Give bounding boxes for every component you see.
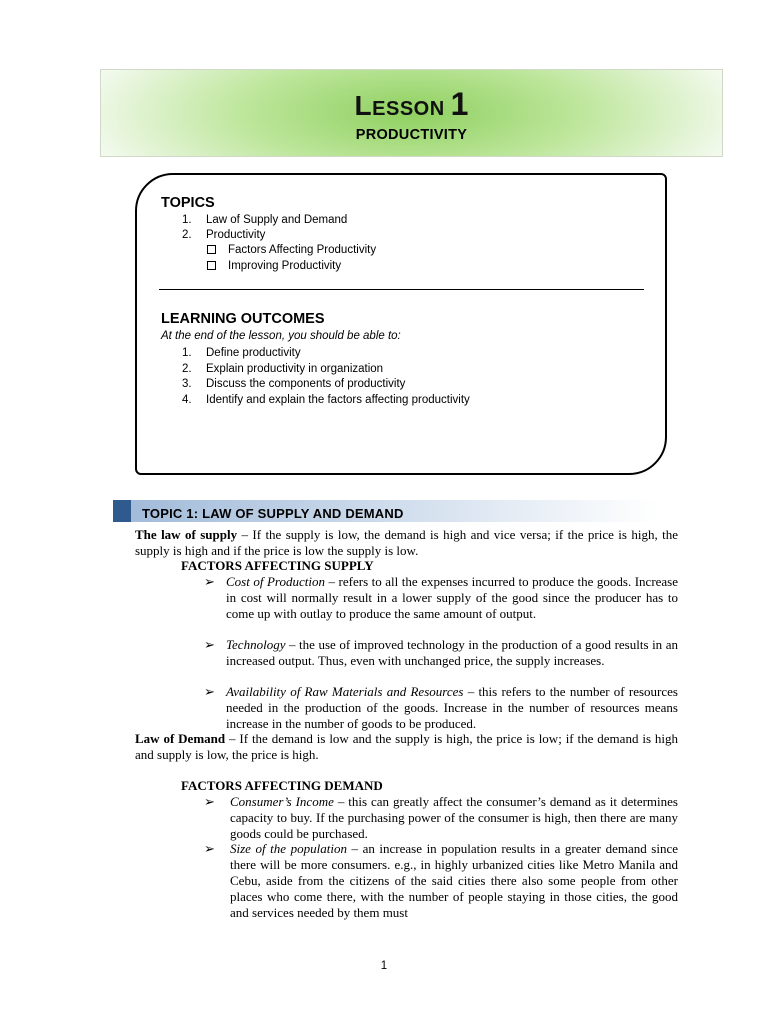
subtopic-item: Factors Affecting Productivity <box>207 244 376 256</box>
outcomes-intro: At the end of the lesson, you should be able to: <box>161 330 401 342</box>
arrow-bullet-icon: ➢ <box>204 684 215 699</box>
lesson-number: 1 <box>450 86 469 122</box>
lesson-banner <box>100 69 723 157</box>
law-of-supply-paragraph: The law of supply – If the supply is low, the demand is high and vice versa; if the price is high, the supply is high and if the price is low the supply is low. <box>135 527 678 558</box>
outcome-item: 2. Explain productivity in organization <box>182 363 384 375</box>
topic-heading: TOPIC 1: LAW OF SUPPLY AND DEMAND <box>142 506 404 521</box>
divider <box>159 289 644 290</box>
heading-marker <box>113 500 131 522</box>
lesson-title <box>101 86 722 123</box>
arrow-bullet-icon: ➢ <box>204 574 215 589</box>
outcome-item: 4. Identify and explain the factors affecting productivity <box>182 394 470 406</box>
outcomes-heading: LEARNING OUTCOMES <box>161 311 325 327</box>
demand-factors-heading: FACTORS AFFECTING DEMAND <box>181 778 383 793</box>
demand-factor-item: Consumer’s Income – this can greatly affect the consumer’s demand as it determines capacity to buy. If the purchasing power of the consumer is high, then there are many goods could be purchased. <box>230 794 678 841</box>
arrow-bullet-icon: ➢ <box>204 794 215 809</box>
checkbox-square-icon <box>207 261 216 270</box>
page-number: 1 <box>380 960 388 972</box>
supply-factor-item: Technology – the use of improved technology in the production of a good results in an increased output. Thus, even with unchanged price, the supply increases. <box>226 637 678 668</box>
supply-factor-item: Availability of Raw Materials and Resources – this refers to the number of resources needed in the production of the goods. Increase in the number of resources means increase in the number of goods to be produced. <box>226 684 678 731</box>
lesson-subtitle: PRODUCTIVITY <box>355 127 468 143</box>
topics-heading: TOPICS <box>161 195 215 211</box>
subtopic-item: Improving Productivity <box>207 260 341 272</box>
supply-factors-heading: FACTORS AFFECTING SUPPLY <box>181 558 374 573</box>
checkbox-square-icon <box>207 245 216 254</box>
arrow-bullet-icon: ➢ <box>204 841 215 856</box>
topics-box <box>135 173 667 475</box>
lesson-word: Lesson <box>354 90 445 121</box>
topic-item: 2. Productivity <box>182 229 266 241</box>
supply-factor-item: Cost of Production – refers to all the expenses incurred to produce the goods. Increase in cost will normally result in a lower supply of the good since the producer has to come up with outlay to produce the same amount of output. <box>226 574 679 621</box>
outcome-item: 3. Discuss the components of productivity <box>182 378 406 390</box>
outcome-item: 1. Define productivity <box>182 347 301 359</box>
topic-heading-bar <box>113 500 658 522</box>
law-of-demand-paragraph: Law of Demand – If the demand is low and the supply is high, the price is low; if the demand is high and supply is low, the price is high. <box>135 731 679 762</box>
topic-item: 1. Law of Supply and Demand <box>182 214 348 226</box>
arrow-bullet-icon: ➢ <box>204 637 215 652</box>
demand-factor-item: Size of the population – an increase in population results in a greater demand since there will be more consumers. e.g., in highly urbanized cities like Metro Manila and Cebu, aside from the citizens of the said cities there also some people from other places who come there, with the number of people staying in those cities, the good and services needed by them must <box>230 841 678 920</box>
